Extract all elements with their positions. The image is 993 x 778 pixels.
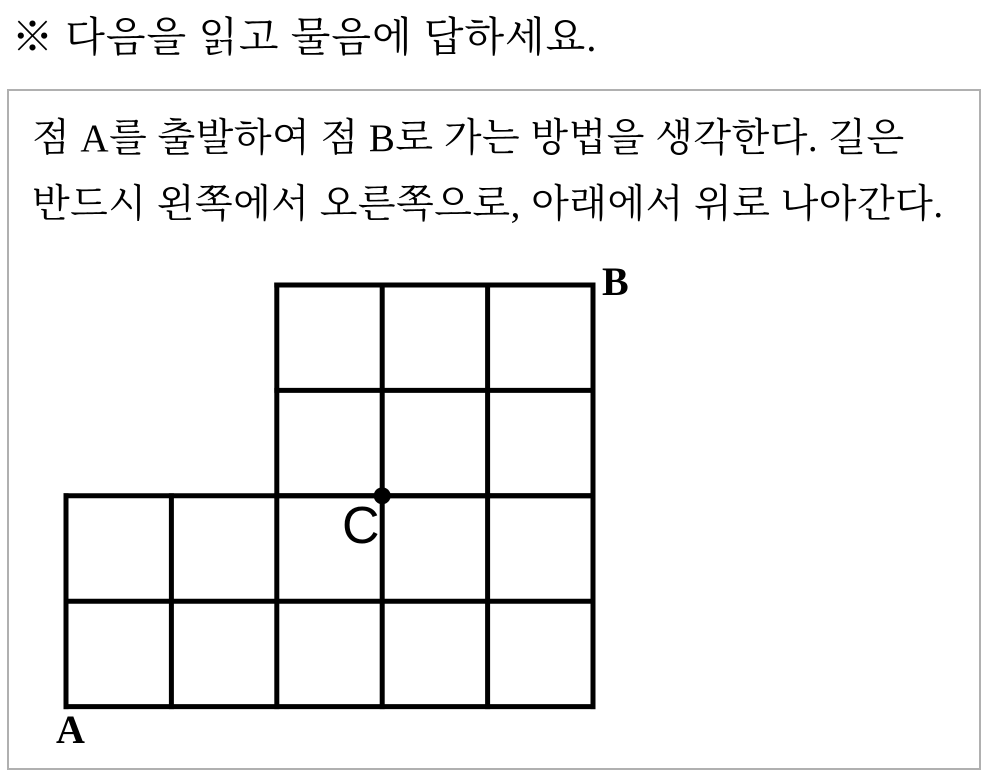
point-b-label: B <box>602 259 629 304</box>
header-instruction: ※ 다음을 읽고 물음에 답하세요. <box>12 14 598 60</box>
point-a-label: A <box>56 707 85 752</box>
problem-text-line2: 반드시 왼쪽에서 오른쪽으로, 아래에서 위로 나아간다. <box>32 183 944 226</box>
point-c-label: C <box>342 497 380 555</box>
problem-text-line1: 점 A를 출발하여 점 B로 가는 방법을 생각한다. 길은 <box>32 117 905 160</box>
